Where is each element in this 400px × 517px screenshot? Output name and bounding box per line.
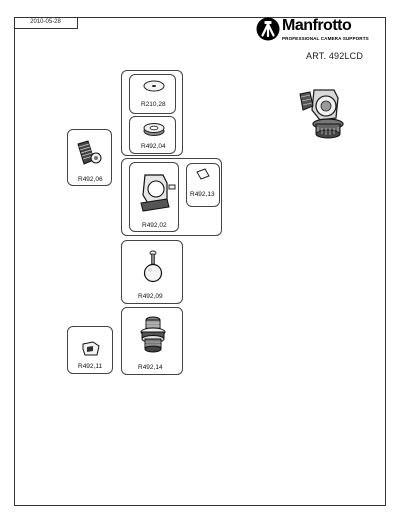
brand-tagline: PROFESSIONAL CAMERA SUPPORTS (282, 36, 369, 41)
part-r492-13 (186, 163, 220, 207)
part-code: R492,04 (141, 143, 166, 150)
part-code: R492,06 (78, 176, 103, 183)
part-r492-14 (121, 307, 183, 375)
flat-disc-thin-icon (143, 79, 165, 93)
part-r492-04 (129, 116, 176, 154)
rectangular-pad-icon (195, 168, 211, 180)
threaded-adapter-icon (136, 314, 170, 358)
part-r492-09 (121, 240, 183, 304)
part-code: R492,13 (190, 191, 215, 198)
part-r492-02 (129, 162, 179, 232)
brand-logo (256, 17, 378, 51)
ball-head-assembly-icon (294, 84, 358, 148)
part-r210-28 (129, 74, 176, 114)
brand-name: Manfrotto (282, 17, 352, 34)
ball-head-body-icon (137, 171, 177, 213)
ball-stud-icon (142, 249, 164, 283)
article-number: ART. 492LCD (306, 51, 364, 61)
part-r492-06 (67, 129, 112, 186)
tripod-logo-icon (256, 17, 280, 41)
part-code: R210,28 (141, 101, 166, 108)
date-stamp: 2010-05-28 (14, 17, 78, 29)
part-code: R492,11 (78, 363, 103, 370)
part-code: R492,14 (138, 364, 163, 371)
locking-knob-icon (74, 138, 104, 168)
knurled-disc-icon (143, 121, 165, 137)
clip-icon (81, 341, 101, 357)
part-r492-11 (67, 326, 113, 374)
part-code: R492,02 (142, 222, 167, 229)
part-code: R492,09 (138, 293, 163, 300)
